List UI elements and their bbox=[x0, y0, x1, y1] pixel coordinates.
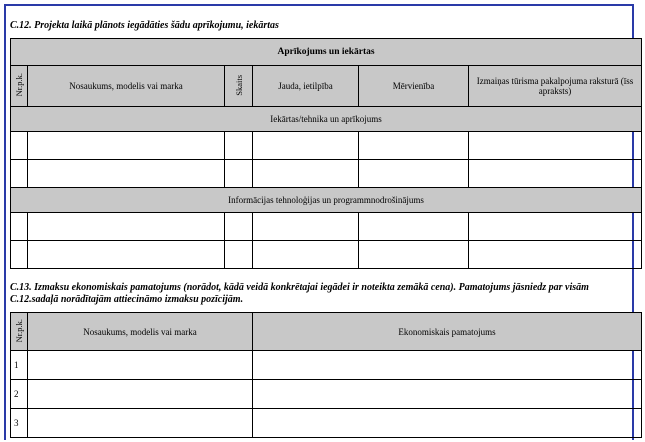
group-row-equipment bbox=[11, 107, 642, 132]
col-nr-header bbox=[11, 313, 28, 351]
cell-unit[interactable] bbox=[359, 160, 469, 188]
cell-name[interactable] bbox=[28, 213, 225, 241]
col-power-header: Jauda, ietilpība bbox=[253, 66, 359, 107]
col-qty-header bbox=[225, 66, 253, 107]
table-row[interactable] bbox=[11, 409, 642, 438]
col-unit-header: Mērvienība bbox=[359, 66, 469, 107]
table-row[interactable] bbox=[11, 213, 642, 241]
col-nr-label: Nr.p.k. bbox=[14, 318, 24, 343]
table-row[interactable] bbox=[11, 241, 642, 269]
cell-qty[interactable] bbox=[225, 241, 253, 269]
row-number: 1 bbox=[11, 351, 28, 380]
cell-unit[interactable] bbox=[359, 132, 469, 160]
table-title: Aprīkojums un iekārtas bbox=[11, 39, 642, 66]
cell-changes[interactable] bbox=[469, 213, 642, 241]
cell-name[interactable] bbox=[28, 409, 253, 438]
cell-power[interactable] bbox=[253, 241, 359, 269]
table-row[interactable] bbox=[11, 160, 642, 188]
cell-name[interactable] bbox=[28, 160, 225, 188]
col-name-header: Nosaukums, modelis vai marka bbox=[28, 66, 225, 107]
cell-nr[interactable] bbox=[11, 241, 28, 269]
cell-justification[interactable] bbox=[253, 351, 642, 380]
form-page bbox=[4, 4, 634, 440]
cell-name[interactable] bbox=[28, 132, 225, 160]
table-row[interactable] bbox=[11, 351, 642, 380]
cell-changes[interactable] bbox=[469, 160, 642, 188]
group-label-equipment: Iekārtas/tehnika un aprīkojums bbox=[11, 107, 642, 132]
row-number: 2 bbox=[11, 380, 28, 409]
section-c13-heading: C.13. Izmaksu ekonomiskais pamatojums (norādot, kādā veidā konkrētajai iegādei ir noteikta zemākā cena). Pamatojums jāsniedz par visām C.12.sadaļā norādītajām attiecināmo izmaksu pozīcijām. bbox=[10, 282, 589, 305]
header-row bbox=[11, 313, 642, 351]
header-row bbox=[11, 66, 642, 107]
cell-name[interactable] bbox=[28, 241, 225, 269]
cell-justification[interactable] bbox=[253, 409, 642, 438]
cost-justification-table bbox=[10, 312, 642, 438]
cell-unit[interactable] bbox=[359, 241, 469, 269]
table-title-row bbox=[11, 39, 642, 66]
cell-name[interactable] bbox=[28, 380, 253, 409]
cell-name[interactable] bbox=[28, 351, 253, 380]
cell-power[interactable] bbox=[253, 132, 359, 160]
cell-qty[interactable] bbox=[225, 160, 253, 188]
cell-unit[interactable] bbox=[359, 213, 469, 241]
cell-changes[interactable] bbox=[469, 132, 642, 160]
col-changes-header: Izmaiņas tūrisma pakalpojuma raksturā (īss apraksts) bbox=[469, 66, 642, 107]
cell-justification[interactable] bbox=[253, 380, 642, 409]
table-row[interactable] bbox=[11, 380, 642, 409]
cell-nr[interactable] bbox=[11, 160, 28, 188]
cell-power[interactable] bbox=[253, 213, 359, 241]
section-c12-heading: C.12. Projekta laikā plānots iegādāties šādu aprīkojumu, iekārtas bbox=[10, 20, 279, 31]
col-nr-header bbox=[11, 66, 28, 107]
cell-changes[interactable] bbox=[469, 241, 642, 269]
group-row-it bbox=[11, 188, 642, 213]
cell-power[interactable] bbox=[253, 160, 359, 188]
cell-qty[interactable] bbox=[225, 132, 253, 160]
cell-qty[interactable] bbox=[225, 213, 253, 241]
equipment-table bbox=[10, 38, 642, 269]
col-nr-label: Nr.p.k. bbox=[14, 73, 24, 97]
col-justification-header: Ekonomiskais pamatojums bbox=[253, 313, 642, 351]
cell-nr[interactable] bbox=[11, 213, 28, 241]
row-number: 3 bbox=[11, 409, 28, 438]
table-row[interactable] bbox=[11, 132, 642, 160]
group-label-it: Informācijas tehnoloģijas un programmnodrošinājums bbox=[11, 188, 642, 213]
col-qty-label: Skaits bbox=[233, 74, 244, 96]
col-name-header: Nosaukums, modelis vai marka bbox=[28, 313, 253, 351]
cell-nr[interactable] bbox=[11, 132, 28, 160]
